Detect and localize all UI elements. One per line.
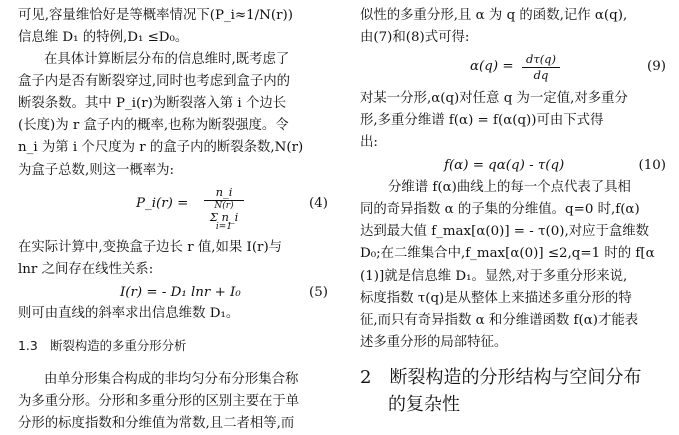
left-line-4: 盒子内是否有断裂穿过,同时也考虑到盒子内的 — [18, 74, 291, 89]
equation-4 — [18, 186, 328, 236]
right-line-4: 形,多重分维谱 f(α) = f(α(q))可由下式得 — [360, 113, 604, 128]
eq4-lhs: P_i(r) = — [136, 196, 189, 211]
right-line-5: 出: — [360, 135, 378, 150]
left-line-14: 分形的标度指数和分维值为常数,且二者相等,而 — [18, 416, 295, 431]
eq10-body: f(α) = qα(q) - τ(q) — [444, 158, 565, 173]
eq5-number: (5) — [309, 285, 328, 300]
eq4-den-bot: i=1 — [215, 222, 233, 232]
eq4-number: (4) — [309, 196, 328, 211]
equation-9 — [360, 50, 666, 88]
eq5-body: I(r) = - D₁ lnr + I₀ — [120, 285, 241, 300]
left-line-12: 由单分形集合构成的非均匀分布分形集合称 — [44, 372, 299, 387]
right-line-6: 分维谱 f(α)曲线上的每一个点代表了具相 — [388, 180, 631, 195]
right-line-9: D₀;在二维集合中,f_max[α(0)] ≤2,q=1 时的 f[α — [360, 246, 655, 261]
right-line-10: (1)]就是信息维 D₁。显然,对于多重分形来说, — [360, 269, 628, 284]
left-line-11: 则可由直线的斜率求出信息维数 D₁。 — [18, 306, 240, 321]
left-line-13: 为多重分形。分形和多重分形的区别主要在于单 — [18, 394, 300, 409]
eq4-den-top: N(r) — [214, 201, 234, 211]
right-line-13: 述多重分形的局部特征。 — [360, 335, 508, 350]
right-line-1: 似性的多重分形,且 α 为 q 的函数,记作 α(q), — [360, 8, 628, 23]
eq10-number: (10) — [638, 158, 666, 173]
left-line-3: 在具体计算断层分布的信息维时,既考虑了 — [44, 52, 290, 67]
section-2-heading-line-2: 的复杂性 — [388, 394, 460, 415]
left-line-8: 为盒子总数,则这一概率为: — [18, 163, 175, 178]
left-line-1: 可见,容量维恰好是等概率情况下(P_i≈1/N(r)) — [18, 8, 293, 23]
right-line-7: 同的奇异指数 α 的子集的分维值。q=0 时,f(α) — [360, 202, 640, 217]
right-line-8: 达到最大值 f_max[α(0)] = - τ(0),对应于盒维数 — [360, 224, 650, 239]
section-2-heading-line-1: 2 断裂构造的分形结构与空间分布 — [360, 367, 642, 388]
eq9-denominator: dq — [533, 68, 549, 82]
eq9-lhs: α(q) = — [470, 59, 514, 74]
eq4-den-sum: Σ n_i — [209, 210, 239, 224]
right-line-11: 标度指数 τ(q)是从整体上来描述多重分形的特 — [360, 291, 632, 306]
eq9-number: (9) — [647, 59, 666, 74]
right-line-2: 由(7)和(8)式可得: — [360, 30, 470, 45]
eq4-fraction — [200, 186, 248, 232]
left-line-10: lnr 之间存在线性关系: — [18, 262, 154, 277]
left-line-7: n_i 为第 i 个尺度为 r 的盒子内的断裂条数,N(r) — [18, 140, 304, 155]
right-line-3: 对某一分形,α(q)对任意 q 为一定值,对多重分 — [360, 91, 628, 106]
left-line-2: 信息维 D₁ 的特例,D₁ ≤D₀。 — [18, 30, 189, 45]
eq4-numerator: n_i — [215, 185, 233, 199]
section-1-3-heading: 1.3 断裂构造的多重分形分析 — [18, 338, 187, 353]
eq9-numerator: dτ(q) — [525, 52, 557, 66]
left-line-6: (长度)为 r 盒子内的概率,也称为断裂强度。令 — [18, 118, 289, 133]
equation-10 — [360, 155, 666, 177]
right-line-12: 征,而只有奇异指数 α 和分维谱函数 f(α)才能表 — [360, 313, 639, 328]
left-line-9: 在实际计算中,变换盒子边长 r 值,如果 I(r)与 — [18, 240, 283, 255]
equation-5 — [18, 282, 328, 304]
eq9-fraction — [520, 52, 562, 82]
left-line-5: 断裂条数。其中 P_i(r)为断裂落入第 i 个边长 — [18, 96, 287, 111]
